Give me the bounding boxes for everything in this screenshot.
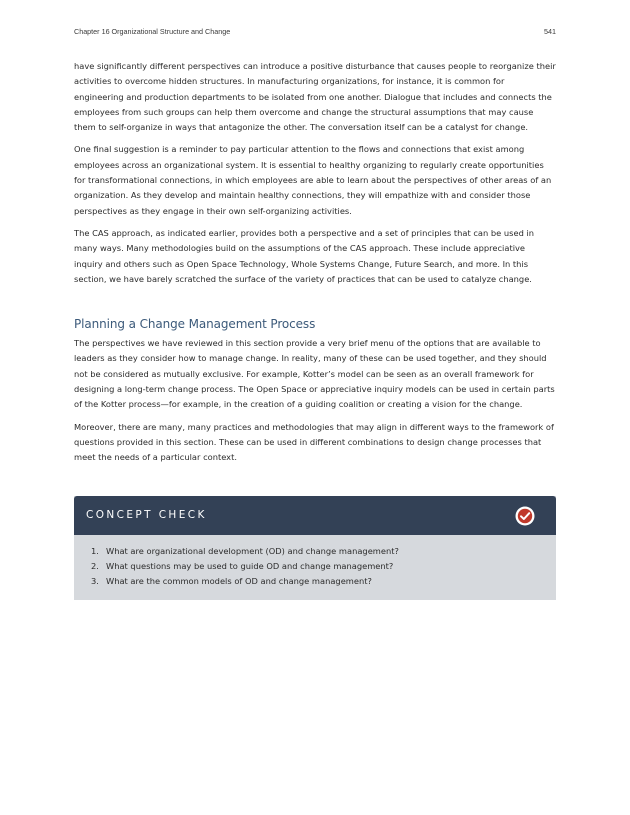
body-paragraph: One final suggestion is a reminder to pay particular attention to the flows and connections that exist among employees across an organizational system. It is essential to healthy organizing to regularly create opportunities for transformational connections, in which employees are able to learn about the perspectives of other areas of an organization. As they develop and maintain healthy connections, they will empathize with and consider those perspectives as they engage in their own self-organizing activities. xyxy=(74,144,552,216)
concept-check-title: CONCEPT CHECK xyxy=(86,509,207,521)
main-content xyxy=(74,59,556,473)
list-item xyxy=(91,544,556,559)
chapter-title: Chapter 16 Organizational Structure and Change xyxy=(74,27,231,36)
concept-check-header xyxy=(74,496,556,535)
checkmark-icon xyxy=(515,506,535,526)
running-head xyxy=(74,27,556,37)
concept-check-box xyxy=(74,496,556,600)
body-paragraph: The CAS approach, as indicated earlier, provides both a perspective and a set of principles that can be used in many ways. Many methodologies build on the assumptions of the CAS approach. These include appreciative inquiry and others such as Open Space Technology, Whole Systems Change, Future Search, and more. In this section, we have barely scratched the surface of the variety of practices that can be used to catalyze change. xyxy=(74,227,535,284)
list-item-number: 3. xyxy=(91,576,99,586)
page-number: 541 xyxy=(544,27,556,36)
list-item-text: What questions may be used to guide OD and change management? xyxy=(106,561,394,571)
section-paragraph: The perspectives we have reviewed in this section provide a very brief menu of the options that are available to leaders as they consider how to manage change. In reality, many of these can be used together, and they should not be considered as mutually exclusive. For example, Kotter’s model can be seen as an overall framework for designing a long-term change process. The Open Space or appreciative inquiry models can be used in certain parts of the Kotter process—for example, in the creation of a guiding coalition or creating a vision for the change. xyxy=(74,338,555,410)
list-item-number: 1. xyxy=(91,546,99,556)
concept-check-list xyxy=(74,535,556,589)
list-item xyxy=(91,559,556,574)
section-heading: Planning a Change Management Process xyxy=(74,317,316,332)
list-item-number: 2. xyxy=(91,561,99,571)
list-item-text: What are the common models of OD and change management? xyxy=(106,576,372,586)
body-paragraph: have significantly different perspectives can introduce a positive disturbance that causes people to reorganize their activities to overcome hidden structures. In manufacturing organizations, for instance, it is common for engineering and production departments to be isolated from one another. Dialogue that includes and connects the employees from such groups can help them overcome and change the structural assumptions that may cause them to self-organize in ways that antagonize the other. The conversation itself can be a catalyst for change. xyxy=(74,61,556,133)
list-item xyxy=(91,574,556,589)
list-item-text: What are organizational development (OD) and change management? xyxy=(106,546,399,556)
section-paragraph: Moreover, there are many, many practices and methodologies that may align in different ways to the framework of questions provided in this section. These can be used in different combinations to design change processes that meet the needs of a particular context. xyxy=(74,421,554,463)
